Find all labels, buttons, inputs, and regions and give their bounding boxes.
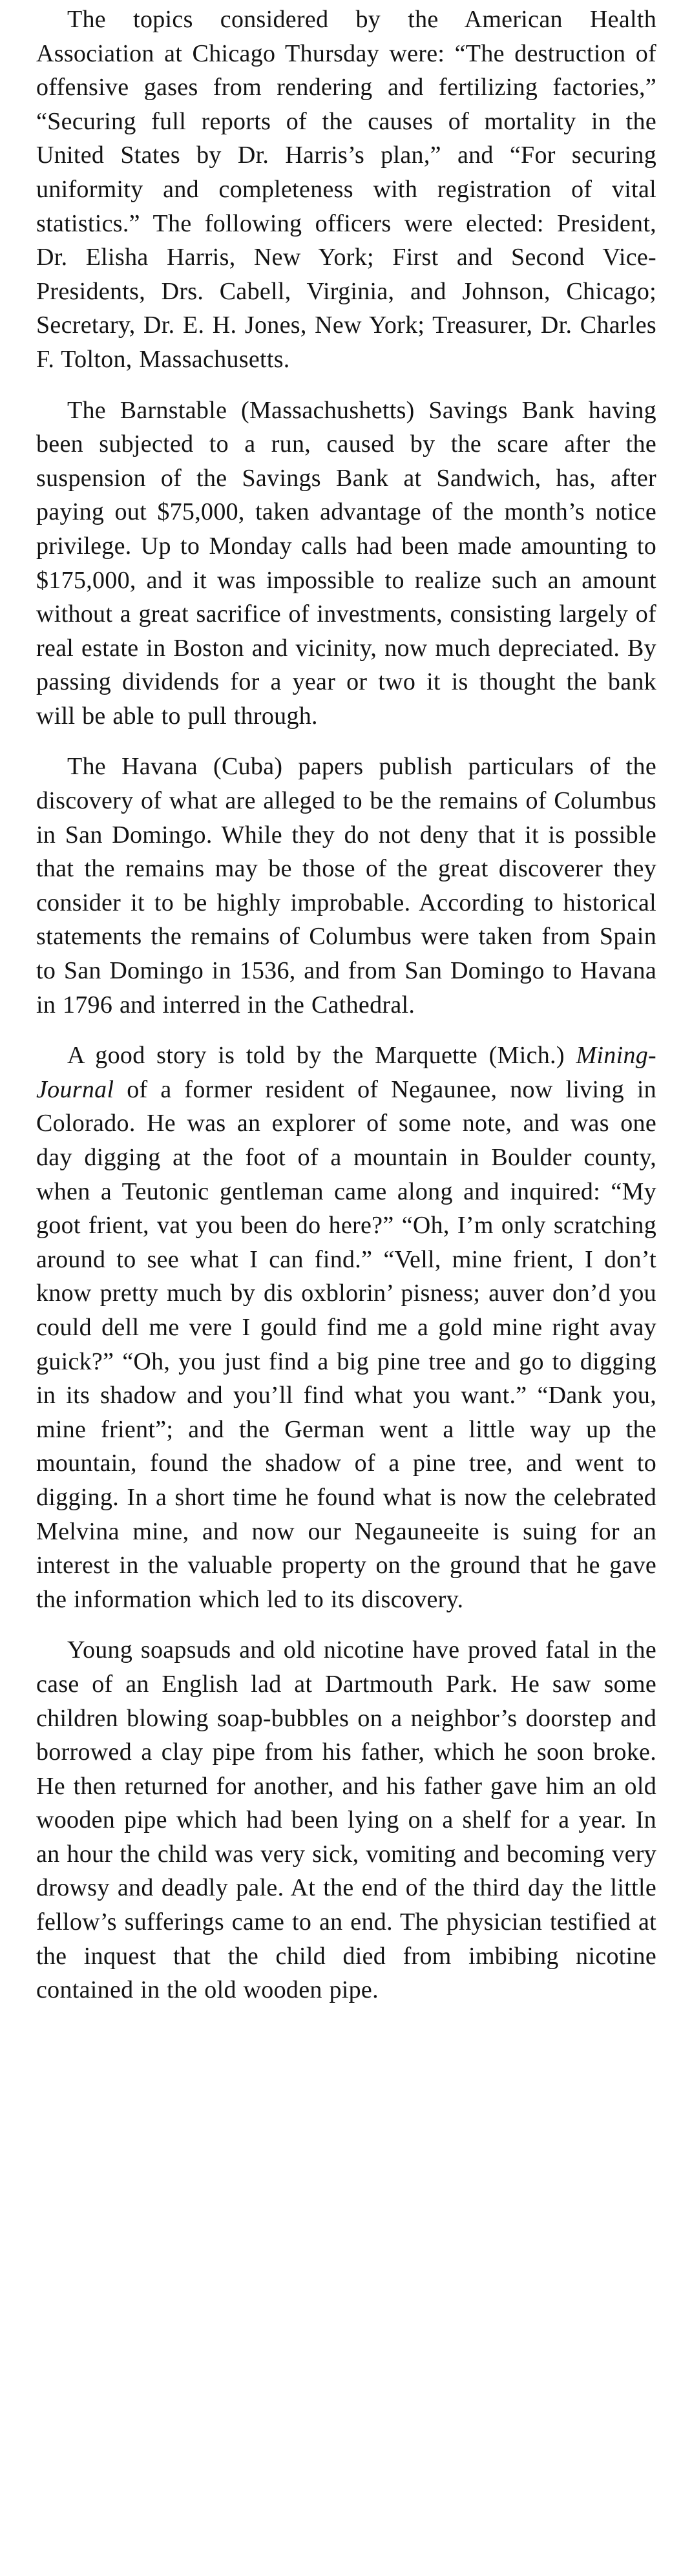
paragraph-gap (36, 733, 656, 750)
paragraph-gap (36, 377, 656, 394)
paragraph-columbus-remains: The Havana (Cuba) papers publish particulars of the discovery of what are alleged to be the remains of Columbus in San Domingo. While they do not deny that it is possible that the remains may be those of the great discoverer they consider it to be highly improbable. According to historical statements the remains of Columbus were taken from Spain to San Domingo in 1536, and from San Domingo to Havana in 1796 and interred in the Cathedral. (36, 753, 656, 1019)
paragraph-health-association: The topics considered by the American Health Association at Chicago Thursday were: “The destruction of offensive gases from rendering and fertilizing factories,” “Securing full reports of the causes of mortality in the United States by Dr. Harris’s plan,” and “For securing uniformity and completeness with registration of vital statistics.” The following officers were elected: President, Dr. Elisha Harris, New York; First and Second Vice-Presidents, Drs. Cabell, Virginia, and Johnson, Chicago; Secretary, Dr. E. H. Jones, New York; Treasurer, Dr. Charles F. Tolton, Massachusetts. (36, 6, 656, 373)
paragraph-mining-story (36, 1039, 656, 1616)
paragraph-gap (36, 1616, 656, 1633)
mining-story-intro: A good story is told by the Marquette (Mich.) (67, 1042, 576, 1070)
newspaper-name: Mining-Journal (36, 1042, 656, 1103)
newspaper-column (36, 3, 656, 2007)
paragraph-savings-bank: The Barnstable (Massachushetts) Savings Bank having been subjected to a run, caused by the scare after the suspension of the Savings Bank at Sandwich, has, after paying out $75,000, taken advantage of the month’s notice privilege. Up to Monday calls had been made amounting to $175,000, and it was impossible to realize such an amount without a great sacrifice of investments, consisting largely of real estate in Boston and vicinity, now much depreciated. By passing dividends for a year or two it is thought the bank will be able to pull through. (36, 396, 656, 730)
mining-story-body: of a former resident of Negaunee, now living in Colorado. He was an explorer of some note, and was one day digging at the foot of a mountain in Boulder county, when a Teutonic gentleman came along and inquired: “My goot frient, vat you been do here?” “Oh, I’m only scratching around to see what I can find.” “Vell, mine frient, I don’t know pretty much by dis oxblorin’ pisness; auver don’d you could dell me vere I gould find me a gold mine right avay guick?” “Oh, you just find a big pine tree and go to digging in its shadow and you’ll find what you want.” “Dank you, mine frient”; and the German went a little way up the mountain, found the shadow of a pine tree, and went to digging. In a short time he found what is now the celebrated Melvina mine, and now our Negauneeite is suing for an interest in the valuable property on the ground that he gave the information which led to its discovery. (36, 1075, 656, 1613)
paragraph-gap (36, 1022, 656, 1039)
paragraph-soapsuds-nicotine: Young soapsuds and old nicotine have proved fatal in the case of an English lad at Dartmouth Park. He saw some children blowing soap-bubbles on a neighbor’s doorstep and borrowed a clay pipe from his father, which he soon broke. He then returned for another, and his father gave him an old wooden pipe which had been lying on a shelf for a year. In an hour the child was very sick, vomiting and becoming very drowsy and deadly pale. At the end of the third day the little fellow’s sufferings came to an end. The physician testified at the inquest that the child died from imbibing nicotine contained in the old wooden pipe. (36, 1636, 656, 2004)
